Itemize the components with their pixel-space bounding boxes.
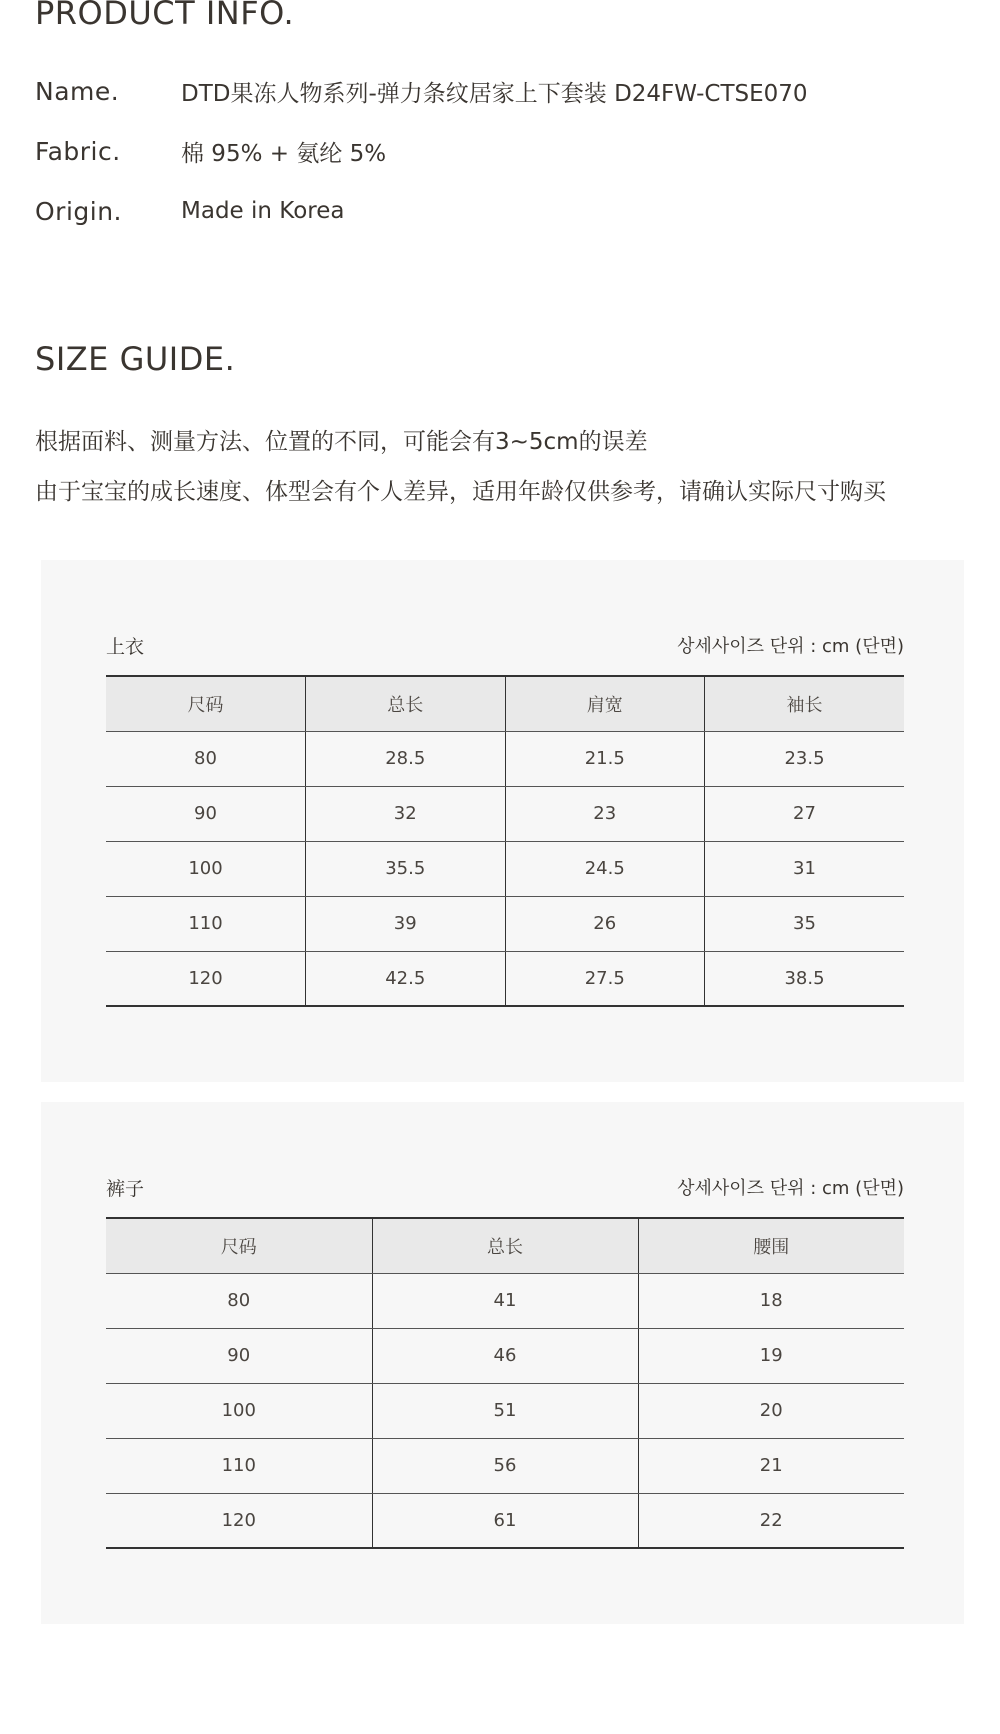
table-row	[106, 1493, 904, 1548]
tops-panel-header	[106, 630, 904, 660]
table-cell: 120	[188, 967, 223, 989]
table-cell: 80	[106, 1273, 372, 1328]
product-info-title: PRODUCT INFO.	[35, 0, 295, 32]
table-cell: 46	[372, 1328, 638, 1383]
info-value-origin: Made in Korea	[181, 198, 345, 224]
tops-panel-name: 上衣	[106, 635, 145, 658]
table-row	[106, 896, 904, 951]
size-note-1: 根据面料、测量方法、位置的不同，可能会有3~5cm的误差	[35, 429, 648, 455]
table-cell: 22	[638, 1493, 904, 1548]
column-header: 尺码	[106, 676, 306, 731]
table-cell: 20	[638, 1383, 904, 1438]
pants-panel-header	[106, 1172, 904, 1202]
table-cell: 110	[106, 1438, 372, 1493]
table-header-row	[106, 1218, 904, 1273]
table-cell: 80	[106, 731, 306, 786]
table-cell: 27.5	[505, 951, 705, 1006]
size-note-2: 由于宝宝的成长速度、体型会有个人差异，适用年龄仅供参考，请确认实际尺寸购买	[35, 479, 886, 505]
table-cell: 90	[106, 786, 306, 841]
table-cell: 27	[705, 786, 905, 841]
table-cell: 39	[306, 896, 506, 951]
column-header: 尺码	[106, 1218, 372, 1273]
table-cell: 31	[705, 841, 905, 896]
table-row	[106, 1273, 904, 1328]
table-cell: 56	[372, 1438, 638, 1493]
table-cell: 21.5	[505, 731, 705, 786]
info-label-name: Name.	[35, 76, 120, 106]
table-row	[106, 786, 904, 841]
table-cell: 61	[372, 1493, 638, 1548]
table-cell: 19	[638, 1328, 904, 1383]
pants-unit-label: 상세사이즈 단위 : cm (단면)	[677, 1178, 904, 1199]
tops-size-table	[106, 675, 904, 1007]
table-row	[106, 1438, 904, 1493]
table-cell: 18	[638, 1273, 904, 1328]
info-row-name	[35, 71, 808, 111]
info-label-fabric: Fabric.	[35, 136, 121, 166]
column-header: 总长	[372, 1218, 638, 1273]
table-cell: 51	[372, 1383, 638, 1438]
info-value-name: DTD果冻人物系列-弹力条纹居家上下套装 D24FW-CTSE070	[181, 80, 808, 107]
table-cell: 35	[705, 896, 905, 951]
info-label-origin: Origin.	[35, 196, 123, 226]
table-cell: 90	[106, 1328, 372, 1383]
table-row	[106, 1383, 904, 1438]
column-header: 肩宽	[505, 676, 705, 731]
table-cell: 100	[106, 841, 306, 896]
pants-size-panel	[41, 1102, 964, 1624]
table-row	[106, 841, 904, 896]
table-cell: 21	[638, 1438, 904, 1493]
table-cell: 42.5	[306, 951, 506, 1006]
table-cell: 28.5	[306, 731, 506, 786]
table-row	[106, 731, 904, 786]
info-row-origin	[35, 191, 344, 231]
pants-panel-name: 裤子	[106, 1177, 145, 1200]
table-cell: 110	[106, 896, 306, 951]
table-row	[106, 1328, 904, 1383]
info-value-fabric: 棉 95% + 氨纶 5%	[181, 140, 387, 167]
table-cell: 41	[372, 1273, 638, 1328]
table-header-row	[106, 676, 904, 731]
table-cell: 100	[106, 1383, 372, 1438]
table-cell: 38.5	[705, 951, 905, 1006]
tops-unit-label: 상세사이즈 단위 : cm (단면)	[677, 636, 904, 657]
info-row-fabric	[35, 131, 386, 171]
table-cell: 23.5	[705, 731, 905, 786]
tops-size-panel	[41, 560, 964, 1082]
table-cell: 35.5	[306, 841, 506, 896]
table-cell: 23	[505, 786, 705, 841]
table-cell: 26	[505, 896, 705, 951]
size-guide-title: SIZE GUIDE.	[35, 340, 236, 378]
table-row	[106, 951, 904, 1006]
table-cell: 32	[306, 786, 506, 841]
table-cell: 120	[221, 1509, 256, 1531]
column-header: 总长	[306, 676, 506, 731]
table-cell: 24.5	[505, 841, 705, 896]
pants-size-table	[106, 1217, 904, 1549]
column-header: 腰围	[638, 1218, 904, 1273]
column-header: 袖长	[705, 676, 905, 731]
